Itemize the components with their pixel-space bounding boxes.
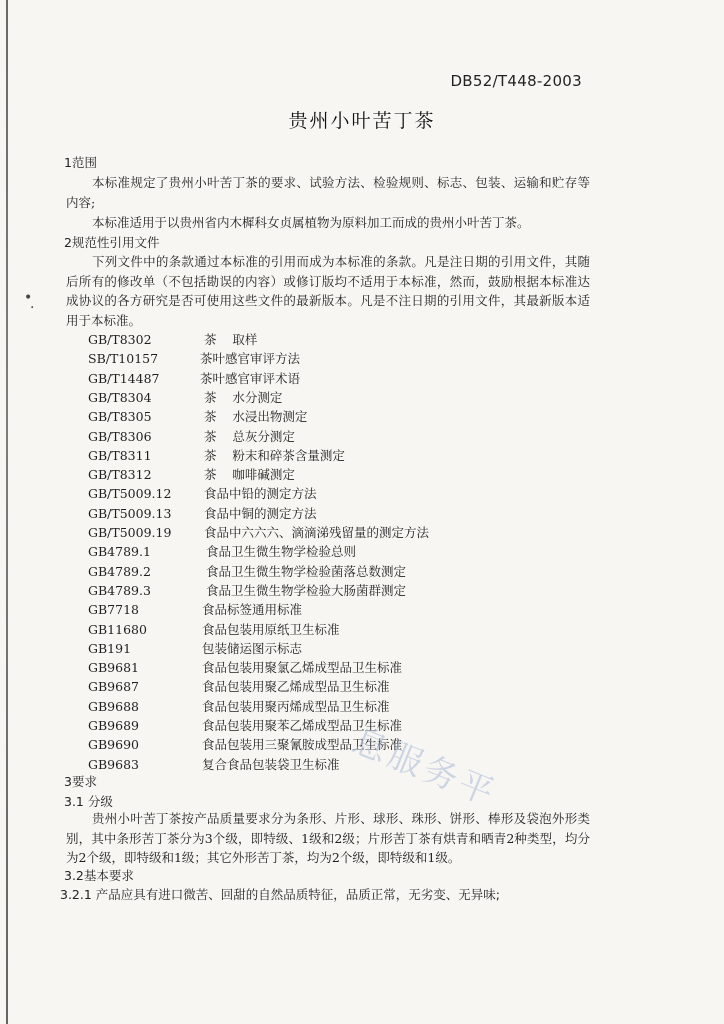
section-3-1-heading: 3.1 分级: [64, 794, 113, 809]
reference-title: 食品卫生微生物学检验总则: [206, 544, 357, 560]
reference-code: GB4789.2: [88, 563, 151, 579]
reference-code: GB7718: [88, 602, 139, 618]
reference-row: [88, 620, 588, 639]
reference-row: [88, 484, 588, 503]
reference-title: 食品中铅的测定方法: [204, 486, 317, 502]
reference-title: 食品卫生微生物学检验大肠菌群测定: [206, 582, 407, 598]
reference-row: [88, 407, 588, 426]
reference-code: GB/T14487: [88, 370, 160, 386]
reference-row: [88, 465, 588, 484]
scan-edge-line: [6, 0, 8, 1024]
reference-title: 茶 水分测定: [204, 389, 283, 405]
reference-row: [88, 446, 588, 465]
reference-title: 包装储运图示标志: [202, 640, 303, 656]
reference-title: 食品标签通用标准: [202, 602, 303, 618]
reference-code: GB4789.3: [88, 582, 151, 598]
margin-mark: •: [24, 290, 33, 306]
reference-row: [88, 716, 588, 735]
reference-row: [88, 523, 588, 542]
reference-title: 食品包装用聚苯乙烯成型品卫生标准: [202, 718, 403, 733]
reference-title: 茶 水浸出物测定: [204, 409, 308, 425]
reference-code: GB/T8304: [88, 389, 152, 405]
section-3-2-1-item: 3.2.1 产品应具有进口微苦、回甜的自然品质特征，品质正常，无劣变、无异味;: [60, 887, 500, 902]
reference-code: GB9688: [88, 698, 139, 714]
document-title: 贵州小叶苦丁茶: [288, 110, 436, 132]
reference-code: GB/T5009.12: [88, 486, 172, 502]
reference-title: 茶 总灰分测定: [204, 428, 295, 444]
reference-code: GB9690: [88, 737, 139, 753]
reference-row: [88, 330, 588, 349]
reference-title: 复合食品包装袋卫生标准: [202, 756, 340, 772]
reference-code: GB191: [88, 640, 132, 656]
reference-row: [88, 388, 588, 407]
reference-title: 食品卫生微生物学检验菌落总数测定: [206, 563, 407, 579]
reference-code: GB/T8311: [88, 447, 152, 463]
reference-code: GB/T5009.19: [88, 525, 172, 540]
section-3-heading: 3要求: [64, 774, 97, 789]
reference-title: 茶 咖啡碱测定: [204, 467, 295, 483]
standard-code: DB52/T448-2003: [450, 72, 582, 90]
reference-code: GB4789.1: [88, 544, 151, 560]
reference-row: [88, 735, 588, 754]
reference-row: [88, 658, 588, 677]
reference-row: [88, 581, 588, 600]
reference-code: GB/T8306: [88, 428, 152, 444]
reference-code: GB9689: [88, 718, 139, 733]
section-3-2-heading: 3.2基本要求: [64, 868, 134, 883]
reference-title: 食品包装用聚丙烯成型品卫生标准: [202, 698, 390, 714]
margin-mark: ·: [30, 300, 35, 316]
reference-title: 食品包装用聚氯乙烯成型品卫生标准: [202, 660, 403, 676]
reference-row: [88, 600, 588, 619]
reference-title: 食品中铜的测定方法: [204, 505, 317, 521]
section-2-heading: 2规范性引用文件: [64, 235, 160, 250]
reference-code: GB9683: [88, 756, 139, 772]
section-1-heading: 1范围: [64, 155, 97, 170]
reference-row: [88, 542, 588, 561]
reference-row: [88, 369, 588, 388]
reference-title: 茶 取样: [204, 332, 258, 347]
reference-title: 食品包装用聚乙烯成型品卫生标准: [202, 679, 390, 695]
watermark-stamp: 息服务平: [346, 720, 503, 815]
section-2-paragraph: 下列文件中的条款通过本标准的引用而成为本标准的条款。凡是注日期的引用文件，其随后所有的修改单（不包括勘误的内容）或修订版均不适用于本标准，然而，鼓励根据本标准达成协议的各方研究是否可使用这些文件的最新版本。凡是不注日期的引用文件，其最新版本适用于本标准。: [66, 254, 590, 328]
reference-row: [88, 349, 588, 368]
reference-code: GB/T8305: [88, 409, 152, 425]
reference-row: [88, 427, 588, 446]
reference-title: 茶 粉末和碎茶含量测定: [204, 447, 345, 463]
reference-code: GB11680: [88, 621, 147, 637]
reference-code: GB/T5009.13: [88, 505, 172, 521]
reference-row: [88, 639, 588, 658]
reference-row: [88, 677, 588, 696]
reference-row: [88, 697, 588, 716]
reference-row: [88, 755, 588, 774]
reference-title: 茶叶感官审评术语: [200, 370, 301, 386]
reference-code: GB/T8302: [88, 332, 152, 347]
reference-row: [88, 504, 588, 523]
section-1-paragraph-2: 本标准适用于以贵州省内木樨科女贞属植物为原料加工而成的贵州小叶苦丁茶。: [92, 215, 530, 230]
reference-title: 茶叶感官审评方法: [200, 351, 301, 367]
section-3-1-paragraph: 贵州小叶苦丁茶按产品质量要求分为条形、片形、球形、珠形、饼形、棒形及袋泡外形类别，其中条形苦丁茶分为3个级，即特级、1级和2级；片形苦丁茶有烘青和晒青2种类型，均分为2个级，即特级和1级；其它外形苦丁茶，均为2个级，即特级和1级。: [66, 811, 590, 865]
reference-code: SB/T10157: [88, 351, 159, 367]
reference-title: 食品包装用原纸卫生标准: [202, 621, 340, 637]
reference-title: 食品中六六六、滴滴涕残留量的测定方法: [204, 525, 430, 540]
section-1-paragraph-1: 本标准规定了贵州小叶苦丁茶的要求、试验方法、检验规则、标志、包装、运输和贮存等内容;: [66, 175, 590, 210]
reference-title: 食品包装用三聚氰胺成型品卫生标准: [202, 737, 403, 753]
reference-code: GB9681: [88, 660, 139, 676]
reference-code: GB9687: [88, 679, 139, 695]
reference-code: GB/T8312: [88, 467, 152, 483]
reference-row: [88, 562, 588, 581]
